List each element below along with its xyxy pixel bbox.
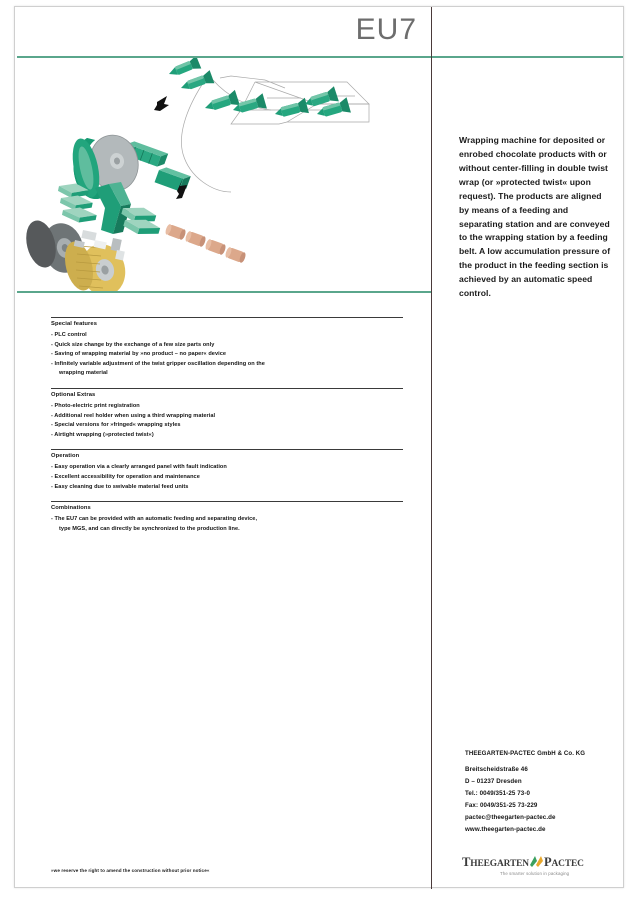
feature-group-combinations xyxy=(51,501,403,534)
feature-item-continuation xyxy=(51,369,403,379)
address-street: Breitscheidstraße 46 xyxy=(465,765,528,773)
feature-item: - Quick size change by the exchange of a few size parts only xyxy=(51,341,215,348)
feature-item-continuation xyxy=(51,525,403,535)
logo-word-theegarten-rest: HEEGARTEN xyxy=(470,859,529,869)
feature-group-optional-extras xyxy=(51,388,403,440)
website-url[interactable]: www.theegarten-pactec.de xyxy=(465,826,546,834)
feature-item-continuation-text: type MGS, and can directly be synchronized to the production line. xyxy=(59,525,240,532)
section-rule xyxy=(51,388,403,389)
page-title: EU7 xyxy=(355,13,417,46)
machine-illustration xyxy=(17,58,431,291)
datasheet-page xyxy=(14,6,624,888)
section-rule xyxy=(51,317,403,318)
feature-group-special-features xyxy=(51,317,403,379)
logo-word-pactec-rest: ACTEC xyxy=(551,859,584,869)
feature-group-heading: Operation xyxy=(51,453,80,460)
feature-item: - Easy cleaning due to swivable material feed units xyxy=(51,483,189,490)
feature-item: - Saving of wrapping material by »no product – no paper« device xyxy=(51,351,227,358)
feature-sections xyxy=(51,317,403,543)
page-header xyxy=(15,7,431,56)
feature-group-heading: Optional Extras xyxy=(51,392,96,399)
feature-group-operation xyxy=(51,449,403,492)
feature-item: - PLC control xyxy=(51,331,87,338)
feature-item: - Additional reel holder when using a third wrapping material xyxy=(51,412,216,419)
logo-tagline: The smarter solution in packaging xyxy=(500,871,570,877)
section-rule xyxy=(51,501,403,502)
legal-disclaimer: »we reserve the right to amend the construction without prior notice« xyxy=(51,868,210,873)
logo-word-pactec-cap: P xyxy=(543,855,552,869)
fax-number: Fax: 0049/351-25 73-229 xyxy=(465,802,538,810)
company-name: THEEGARTEN-PACTEC GmbH & Co. KG xyxy=(465,750,586,757)
feature-item: - Infinitely variable adjustment of the twist gripper oscillation depending on the xyxy=(51,360,265,367)
feature-item: - Easy operation via a clearly arranged panel with fault indication xyxy=(51,464,227,471)
side-column xyxy=(432,7,623,889)
logo-word-theegarten-cap: T xyxy=(462,855,471,869)
company-logo xyxy=(462,855,622,876)
illustration-divider-rule xyxy=(17,291,431,293)
feature-item: - Airtight wrapping (»protected twist«) xyxy=(51,431,154,438)
feature-item-continuation-text: wrapping material xyxy=(59,370,108,377)
feature-item: - Excellent accessibility for operation and maintenance xyxy=(51,474,200,480)
logo-wordmark xyxy=(462,855,622,869)
section-rule xyxy=(51,449,403,450)
address-city: D – 01237 Dresden xyxy=(465,777,522,785)
feature-item: - The EU7 can be provided with an automatic feeding and separating device, xyxy=(51,516,258,523)
email-address[interactable]: pactec@theegarten-pactec.de xyxy=(465,814,556,822)
phone-number: Tel.: 0049/351-25 73-0 xyxy=(465,790,531,798)
feature-item: - Special versions for »fringed« wrapping styles xyxy=(51,422,181,429)
machine-illustration-svg xyxy=(17,58,431,291)
feature-item: - Photo-electric print registration xyxy=(51,402,140,409)
feature-group-heading: Combinations xyxy=(51,505,91,512)
product-description: Wrapping machine for deposited or enrobed chocolate products with or without center-filling in double twist wrap (or »protected twist« upon request). The products are aligned by means of a feeding and separating station and are conveyed to the wrapping station by a feeding belt. A low accumulation pressure of the product in the feeding section is achieved by an automatic speed control. xyxy=(459,135,611,299)
logo-mark-icon xyxy=(530,856,543,867)
contact-block xyxy=(465,748,617,836)
feature-group-heading: Special features xyxy=(51,321,98,327)
